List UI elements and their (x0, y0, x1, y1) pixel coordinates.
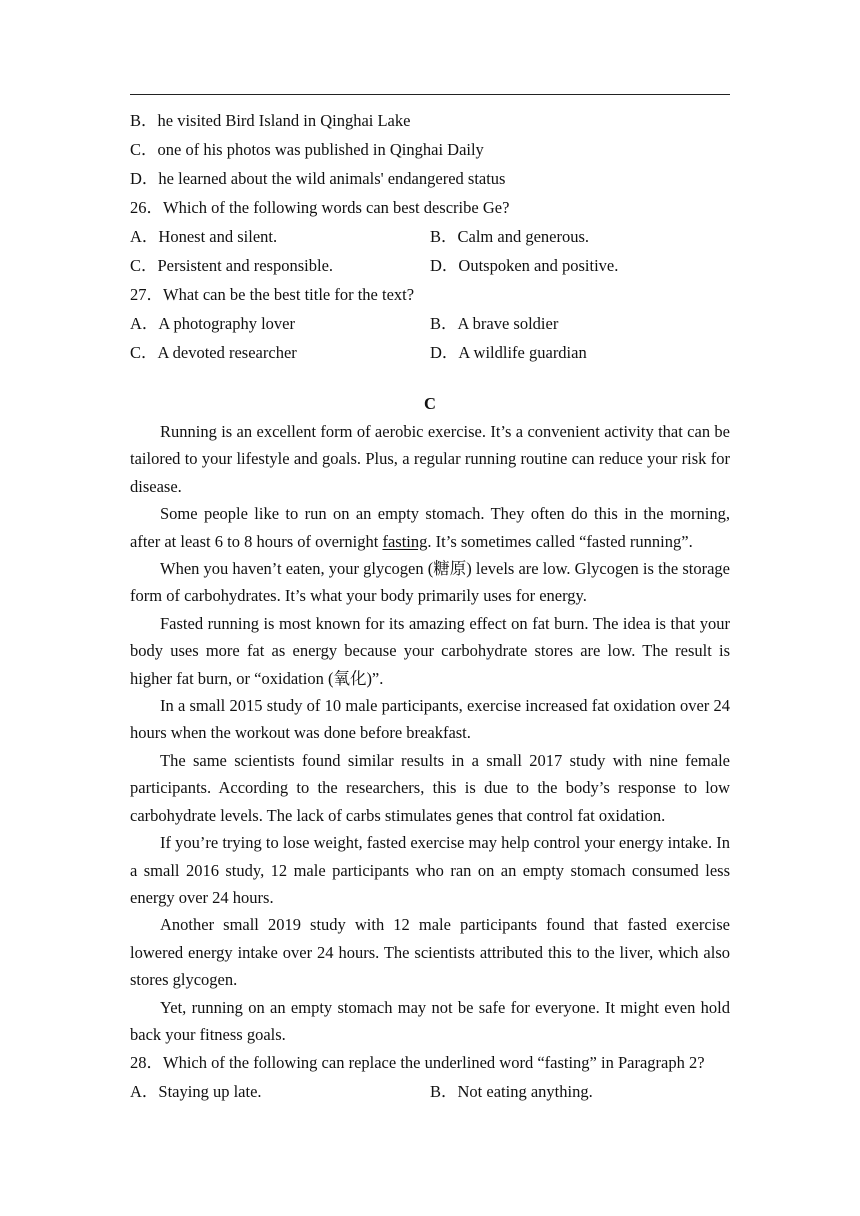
paragraph-2-text-before: Some people like to run on an empty stomach. They often do this in the morning, after at least 6 to 8 hours of overnight (130, 504, 730, 551)
q28-options-row-1 (130, 1077, 730, 1106)
paragraph-2-text-after: . It’s sometimes called “fasted running”. (427, 531, 693, 551)
q27-option-a: A．A photography lover (130, 314, 295, 333)
q26-option-b: B．Calm and generous. (430, 227, 590, 246)
q27-option-b: B．A brave soldier (430, 314, 559, 333)
header-rule (130, 94, 730, 95)
q28-option-b: B．Not eating anything. (430, 1082, 593, 1102)
passage-paragraph-3: When you haven’t eaten, your glycogen (糖原) levels are low. Glycogen is the storage form of carbohydrates. It’s what your body primarily uses for energy. (130, 559, 730, 606)
q27-option-c: C．A devoted researcher (130, 343, 297, 362)
q26-option-a: A．Honest and silent. (130, 227, 278, 246)
passage-paragraph-5: In a small 2015 study of 10 male participants, exercise increased fat oxidation over 24 hours when the workout was done before breakfast. (130, 696, 730, 743)
passage-paragraph-8: Another small 2019 study with 12 male participants found that fasted exercise lowered energy intake over 24 hours. The scientists attributed this to the liver, which also stores glycogen. (130, 915, 730, 990)
passage-title: C (424, 394, 436, 413)
page-content (130, 106, 730, 1106)
q25-option-c: C．one of his photos was published in Qinghai Daily (130, 140, 484, 159)
q27-stem: 27．What can be the best title for the text? (130, 285, 415, 304)
q27-option-d: D．A wildlife guardian (430, 343, 587, 362)
q26-option-d: D．Outspoken and positive. (430, 256, 619, 275)
passage-paragraph-2 (130, 500, 730, 555)
q26-options-row-1 (130, 222, 730, 251)
passage-paragraph-1: Running is an excellent form of aerobic exercise. It’s a convenient activity that can be tailored to your lifestyle and goals. Plus, a regular running routine can reduce your risk for disease. (130, 422, 730, 496)
q26-stem: 26．Which of the following words can best describe Ge? (130, 198, 510, 217)
passage-paragraph-9: Yet, running on an empty stomach may not be safe for everyone. It might even hold back your fitness goals. (130, 997, 730, 1044)
underlined-word-fasting: fasting (382, 531, 428, 551)
q26-options-row-2 (130, 251, 730, 280)
passage-paragraph-7: If you’re trying to lose weight, fasted exercise may help control your energy intake. In a small 2016 study, 12 male participants who ran on an empty stomach consumed less energy over 24 hours. (130, 833, 730, 907)
q25-option-b: B．he visited Bird Island in Qinghai Lake (130, 111, 411, 130)
q25-option-d: D．he learned about the wild animals' endangered status (130, 169, 506, 188)
q28-stem: 28．Which of the following can replace the underlined word “fasting” in Paragraph 2? (130, 1053, 705, 1073)
passage-paragraph-6: The same scientists found similar results in a small 2017 study with nine female participants. According to the researchers, this is due to the body’s response to low carbohydrate levels. The lack of carbs stimulates genes that control fat oxidation. (130, 750, 730, 825)
q26-option-c: C．Persistent and responsible. (130, 256, 334, 275)
passage-paragraph-4: Fasted running is most known for its amazing effect on fat burn. The idea is that your body uses more fat as energy because your carbohydrate stores are low. The result is higher fat burn, or “oxidation (氧化)”. (130, 613, 730, 688)
q27-options-row-1 (130, 309, 730, 338)
q28-option-a: A．Staying up late. (130, 1082, 262, 1102)
q27-options-row-2 (130, 338, 730, 367)
section-gap (130, 367, 730, 389)
